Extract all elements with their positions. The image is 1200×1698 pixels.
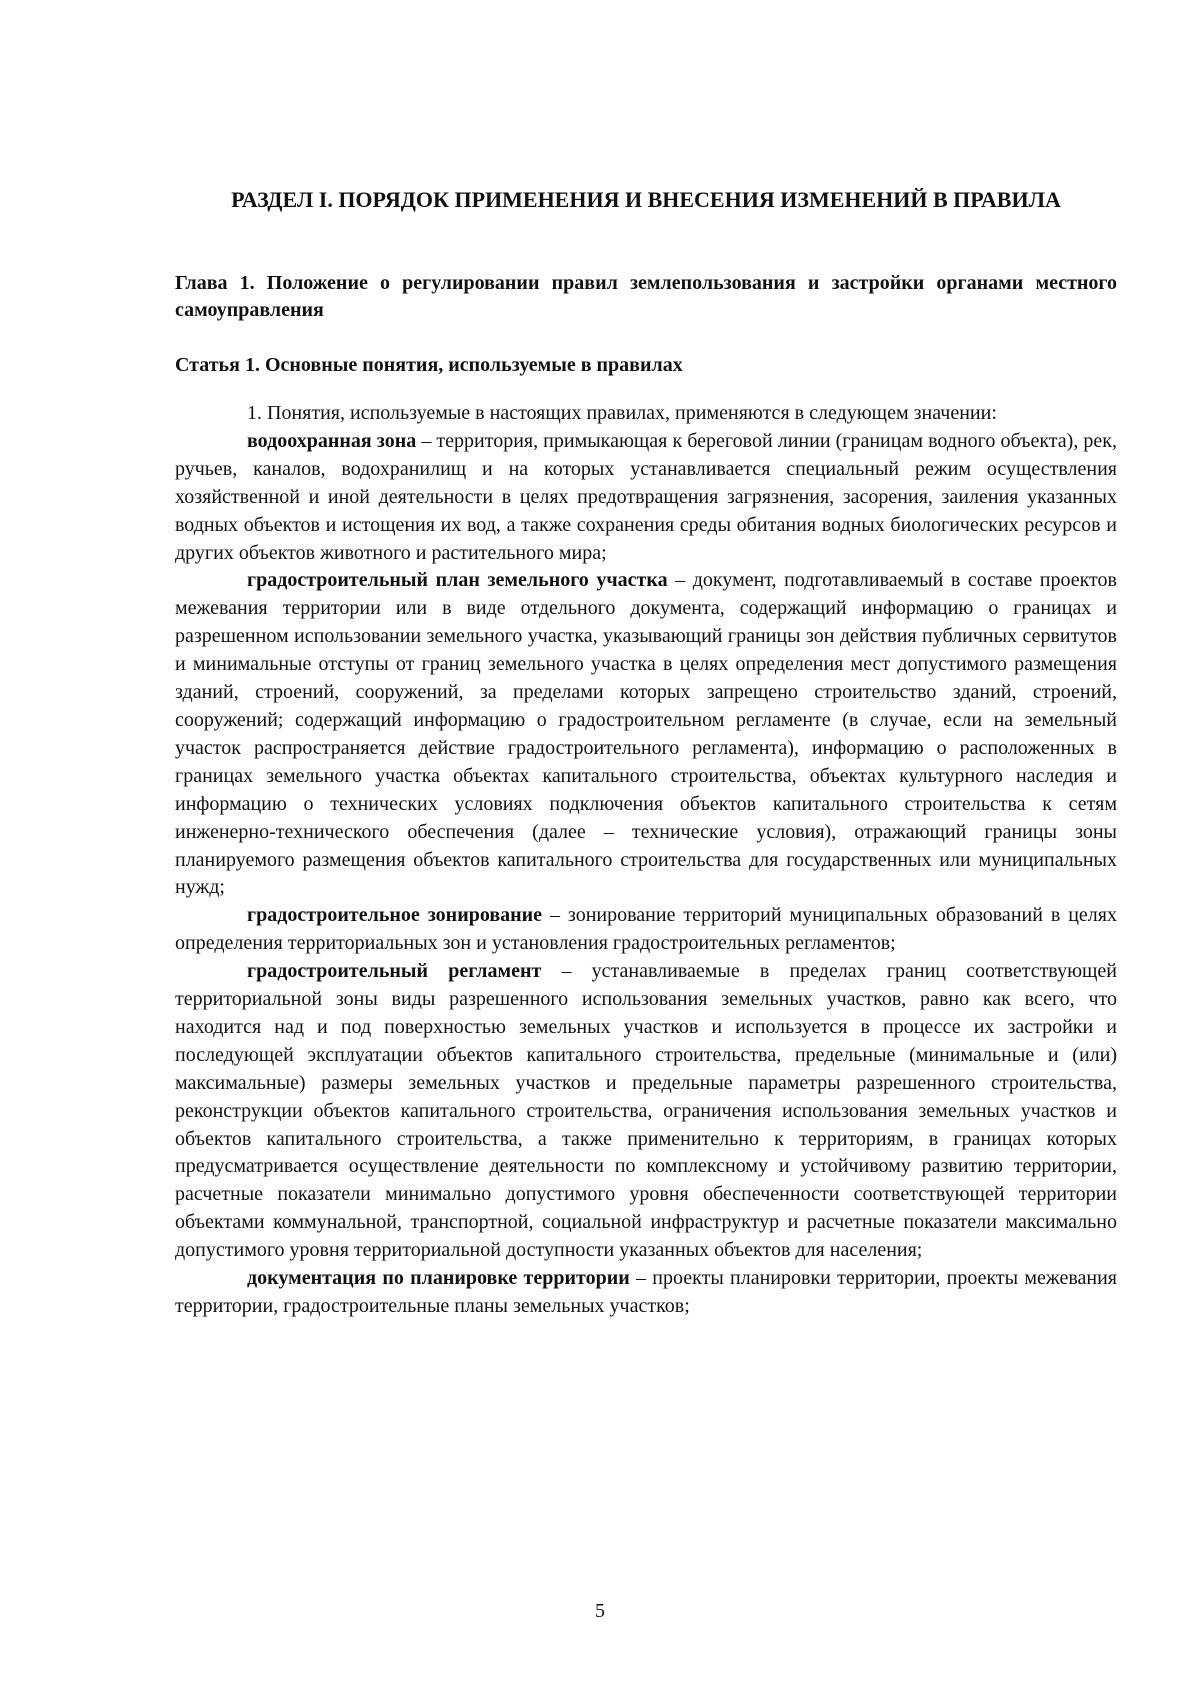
chapter-title: Глава 1. Положение о регулировании правил землепользования и застройки органами местного самоуправления	[175, 272, 1117, 321]
definition-paragraph	[175, 902, 1117, 958]
definition-term: документация по планировке территории	[247, 1267, 630, 1290]
definition-term: водоохранная зона	[247, 429, 417, 452]
definition-term: градостроительный регламент	[247, 960, 542, 983]
definition-paragraph	[175, 1265, 1117, 1321]
definition-text: – устанавливаемые в пределах границ соответствующей территориальной зоны виды разрешенного использования земельных участков, равно как всего, что находится над и под поверхностью земельных участков и используется в процессе их застройки и последующей эксплуатации объектов капитального строительства, предельные (минимальные и (или) максимальные) размеры земельных участков и предельные параметры разрешенного строительства, реконструкции объектов капитального строительства, ограничения использования земельных участков и объектов капитального строительства, а также применительно к территориям, в границах которых предусматривается осуществление деятельности по комплексному и устойчивому развитию территории, расчетные показатели минимально допустимого уровня обеспеченности соответствующей территории объектами коммунальной, транспортной, социальной инфраструктур и расчетные показатели максимально допустимого уровня территориальной доступности указанных объектов для населения;	[175, 960, 1117, 1262]
definition-text: – документ, подготавливаемый в составе проектов межевания территории или в виде отдельного документа, содержащий информацию о границах и разрешенном использовании земельного участка, указывающий границы зон действия публичных сервитутов и минимальные отступы от границ земельного участка в целях определения мест допустимого размещения зданий, строений, сооружений, за пределами которых запрещено строительство зданий, строений, сооружений; содержащий информацию о градостроительном регламенте (в случае, если на земельный участок распространяется действие градостроительного регламента), информацию о расположенных в границах земельного участка объектах капитального строительства, объектах культурного наследия и информацию о технических условиях подключения объектов капитального строительства к сетям инженерно-технического обеспечения (далее – технические условия), отражающий границы зоны планируемого размещения объектов капитального строительства для государственных или муниципальных нужд;	[175, 569, 1117, 899]
article-title: Статья 1. Основные понятия, используемые в правилах	[175, 354, 683, 376]
definition-term: градостроительный план земельного участка	[247, 569, 668, 592]
definition-paragraph	[175, 428, 1117, 568]
definition-paragraph	[175, 958, 1117, 1265]
definition-text: – территория, примыкающая к береговой линии (границам водного объекта), рек, ручьев, каналов, водохранилищ и на которых устанавливается специальный режим осуществления хозяйственной и иной деятельности в целях предотвращения загрязнения, засорения, заиления указанных водных объектов и истощения их вод, а также сохранения среды обитания водных биологических ресурсов и других объектов животного и растительного мира;	[175, 429, 1118, 564]
definition-text: – зонирование территорий муниципальных образований в целях определения территориальных зон и установления градостроительных регламентов;	[175, 904, 1117, 955]
definition-term: градостроительное зонирование	[247, 904, 543, 927]
article-body	[175, 400, 1117, 1321]
section-title: РАЗДЕЛ I. ПОРЯДОК ПРИМЕНЕНИЯ И ВНЕСЕНИЯ ИЗМЕНЕНИЙ В ПРАВИЛА	[231, 187, 1061, 212]
definition-paragraph	[175, 567, 1117, 902]
definition-text: – проекты планировки территории, проекты межевания территории, градостроительные планы земельных участков;	[175, 1267, 1117, 1317]
intro-paragraph: 1. Понятия, используемые в настоящих правилах, применяются в следующем значении:	[247, 402, 997, 424]
page-number: 5	[595, 1600, 605, 1622]
